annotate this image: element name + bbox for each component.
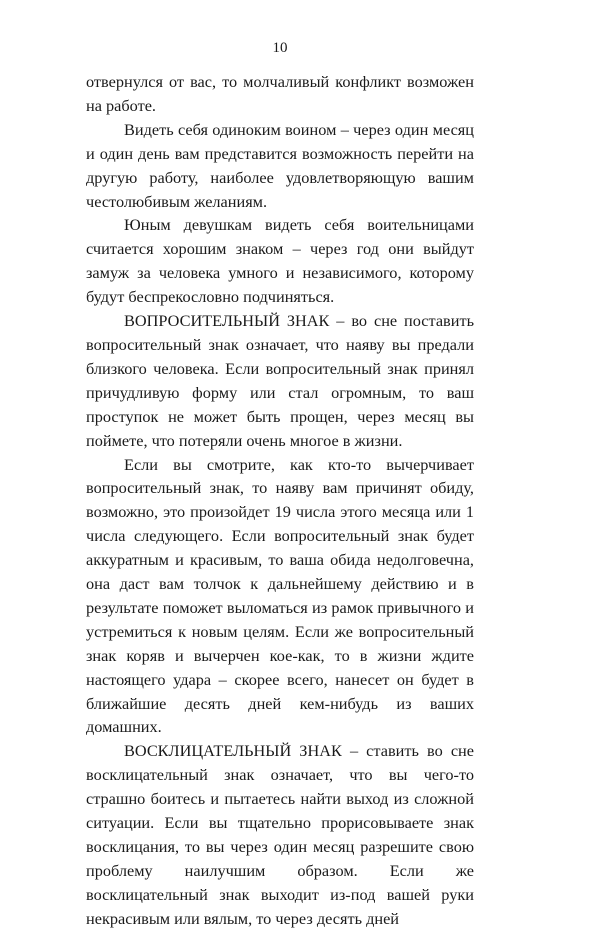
paragraph: ВОПРОСИТЕЛЬНЫЙ ЗНАК – во сне поставить вопросительный знак означает, что наяву вы предали близкого человека. Если вопросительный знак принял причудливую форму или стал огромным, то ваш проступок не может быть прощен, через месяц вы поймете, что потеряли очень многое в жизни.	[86, 311, 474, 450]
paragraph: отвернулся от вас, то молчаливый конфликт возможен на работе.	[86, 72, 474, 115]
book-page	[86, 38, 474, 931]
paragraph: ВОСКЛИЦАТЕЛЬНЫЙ ЗНАК – ставить во сне восклицательный знак означает, что вы чего-то страшно боитесь и пытаетесь найти выход из сложной ситуации. Если вы тщательно прорисовываете знак восклицания, то вы через один месяц разрешите свою проблему наилучшим образом. Если же восклицательный знак выходит из-под вашей руки некрасивым или вялым, то через десять дней	[86, 741, 474, 928]
page-number: 10	[272, 40, 288, 56]
paragraph: Если вы смотрите, как кто-то вычерчивает вопросительный знак, то наяву вам причинят обиду, возможно, это произойдет 19 числа этого месяца или 1 числа следующего. Если вопросительный знак будет аккуратным и красивым, то ваша обида недолговечна, она даст вам толчок к дальнейшему действию и в результате поможет выломаться из рамок привычного и устремиться к новым целям. Если же вопросительный знак коряв и вычерчен кое-как, то в жизни ждите настоящего удара – скорее всего, нанесет он будет в ближайшие десять дней кем-нибудь из ваших домашних.	[86, 454, 474, 737]
paragraph: Видеть себя одиноким воином – через один месяц и один день вам представится возможность перейти на другую работу, наиболее удовлетворяющую вашим честолюбивым желаниям.	[86, 119, 474, 211]
paragraph: Юным девушкам видеть себя воительницами считается хорошим знаком – через год они выйдут замуж за человека умного и независимого, которому будут беспрекословно подчиняться.	[86, 215, 474, 307]
